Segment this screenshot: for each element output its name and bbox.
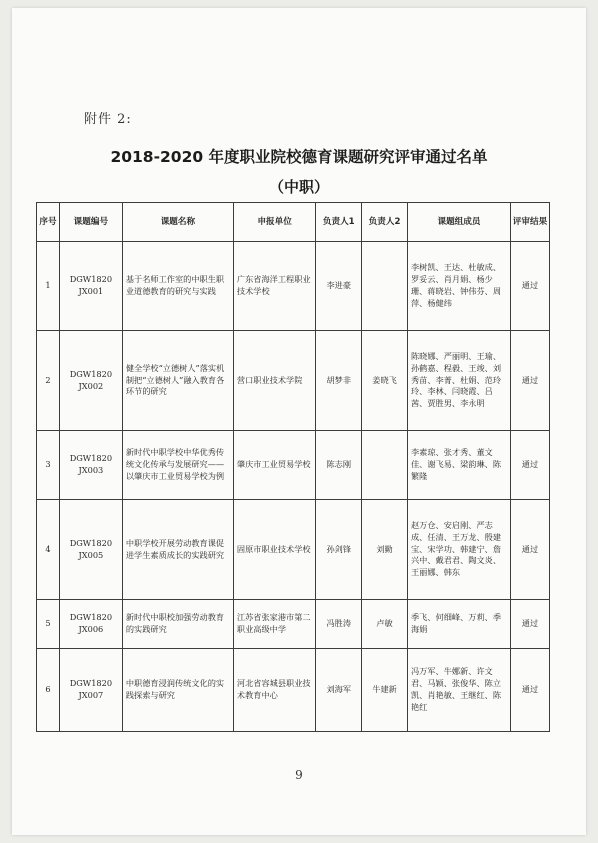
leader-1: 李进豪 xyxy=(316,242,362,331)
team-members: 陈晓娜、严丽明、王瑜、孙鹤嘉、程毅、王竣、刘秀苗、李菁、杜娟、范玲玲、李林、闫晓霞、吕茜、贾胜男、李永明 xyxy=(407,331,510,431)
project-name: 基于名师工作室的中职生职业道德教育的研究与实践 xyxy=(122,242,233,331)
table-row xyxy=(37,431,550,500)
header-result: 评审结果 xyxy=(511,203,550,242)
review-result: 通过 xyxy=(511,500,550,600)
project-code: DGW1820 JX001 xyxy=(59,242,122,331)
project-code: DGW1820 JX006 xyxy=(59,600,122,649)
project-code: DGW1820 JX005 xyxy=(59,500,122,600)
row-number: 4 xyxy=(37,500,60,600)
row-number: 6 xyxy=(37,649,60,732)
header-leader-1: 负责人1 xyxy=(316,203,362,242)
document-title: 2018-2020 年度职业院校德育课题研究评审通过名单 xyxy=(110,148,488,166)
table-row xyxy=(37,600,550,649)
document-page xyxy=(12,8,586,835)
project-name: 新时代中职校加强劳动教育的实践研究 xyxy=(122,600,233,649)
header-members: 课题组成员 xyxy=(407,203,510,242)
team-members: 季飞、何细峰、万莉、季海娟 xyxy=(407,600,510,649)
row-number: 3 xyxy=(37,431,60,500)
approval-table xyxy=(36,202,550,732)
table-row xyxy=(37,649,550,732)
row-number: 2 xyxy=(37,331,60,431)
leader-1: 孙剑锋 xyxy=(316,500,362,600)
team-members: 冯万军、牛娜新、许文君、马颖、张俊华、陈立凯、肖艳敏、王继红、陈艳红 xyxy=(407,649,510,732)
table-row xyxy=(37,500,550,600)
review-result: 通过 xyxy=(511,242,550,331)
leader-2: 卢敏 xyxy=(362,600,408,649)
project-name: 中职学校开展劳动教育课促进学生素质成长的实践研究 xyxy=(122,500,233,600)
review-result: 通过 xyxy=(511,431,550,500)
applicant-unit: 广东省海洋工程职业技术学校 xyxy=(233,242,315,331)
table-row xyxy=(37,242,550,331)
team-members: 李树凯、王达、杜敏成、罗妥云、肖月娟、杨少珊、蒋晓岩、钟伟芬、周萍、杨健纬 xyxy=(407,242,510,331)
header-leader-2: 负责人2 xyxy=(362,203,408,242)
project-name: 中职德育浸润传统文化的实践探索与研究 xyxy=(122,649,233,732)
review-result: 通过 xyxy=(511,600,550,649)
header-name: 课题名称 xyxy=(122,203,233,242)
leader-2: 牛建新 xyxy=(362,649,408,732)
leader-1: 胡梦非 xyxy=(316,331,362,431)
project-code: DGW1820 JX003 xyxy=(59,431,122,500)
leader-2 xyxy=(362,242,408,331)
document-subtitle: （中职） xyxy=(268,178,329,196)
applicant-unit: 河北省容城县职业技术教育中心 xyxy=(233,649,315,732)
project-name: 新时代中职学校中华优秀传统文化传承与发展研究——以肇庆市工业贸易学校为例 xyxy=(122,431,233,500)
team-members: 李素琼、张才秀、董文佳、谢飞易、梁韵琳、陈繁隆 xyxy=(407,431,510,500)
applicant-unit: 江苏省张家港市第二职业高级中学 xyxy=(233,600,315,649)
attachment-label: 附件 2: xyxy=(84,112,132,127)
leader-2: 刘勤 xyxy=(362,500,408,600)
header-unit: 申报单位 xyxy=(233,203,315,242)
leader-1: 陈志刚 xyxy=(316,431,362,500)
table-header-row xyxy=(37,203,550,242)
leader-2: 姜晓飞 xyxy=(362,331,408,431)
leader-1: 冯胜涛 xyxy=(316,600,362,649)
applicant-unit: 固原市职业技术学校 xyxy=(233,500,315,600)
applicant-unit: 肇庆市工业贸易学校 xyxy=(233,431,315,500)
team-members: 赵万仓、安启刚、严志成、任清、王万龙、殷建宝、宋学功、韩建宁、詹兴中、戴君君、陶文炎、王丽娜、韩东 xyxy=(407,500,510,600)
project-code: DGW1820 JX007 xyxy=(59,649,122,732)
review-result: 通过 xyxy=(511,331,550,431)
applicant-unit: 营口职业技术学院 xyxy=(233,331,315,431)
project-code: DGW1820 JX002 xyxy=(59,331,122,431)
table-row xyxy=(37,331,550,431)
page-number: 9 xyxy=(295,768,303,782)
leader-1: 刘海军 xyxy=(316,649,362,732)
row-number: 1 xyxy=(37,242,60,331)
header-code: 课题编号 xyxy=(59,203,122,242)
row-number: 5 xyxy=(37,600,60,649)
review-result: 通过 xyxy=(511,649,550,732)
header-no: 序号 xyxy=(37,203,60,242)
leader-2 xyxy=(362,431,408,500)
project-name: 健全学校“立德树人”落实机制把“立德树人”融入教育各环节的研究 xyxy=(122,331,233,431)
